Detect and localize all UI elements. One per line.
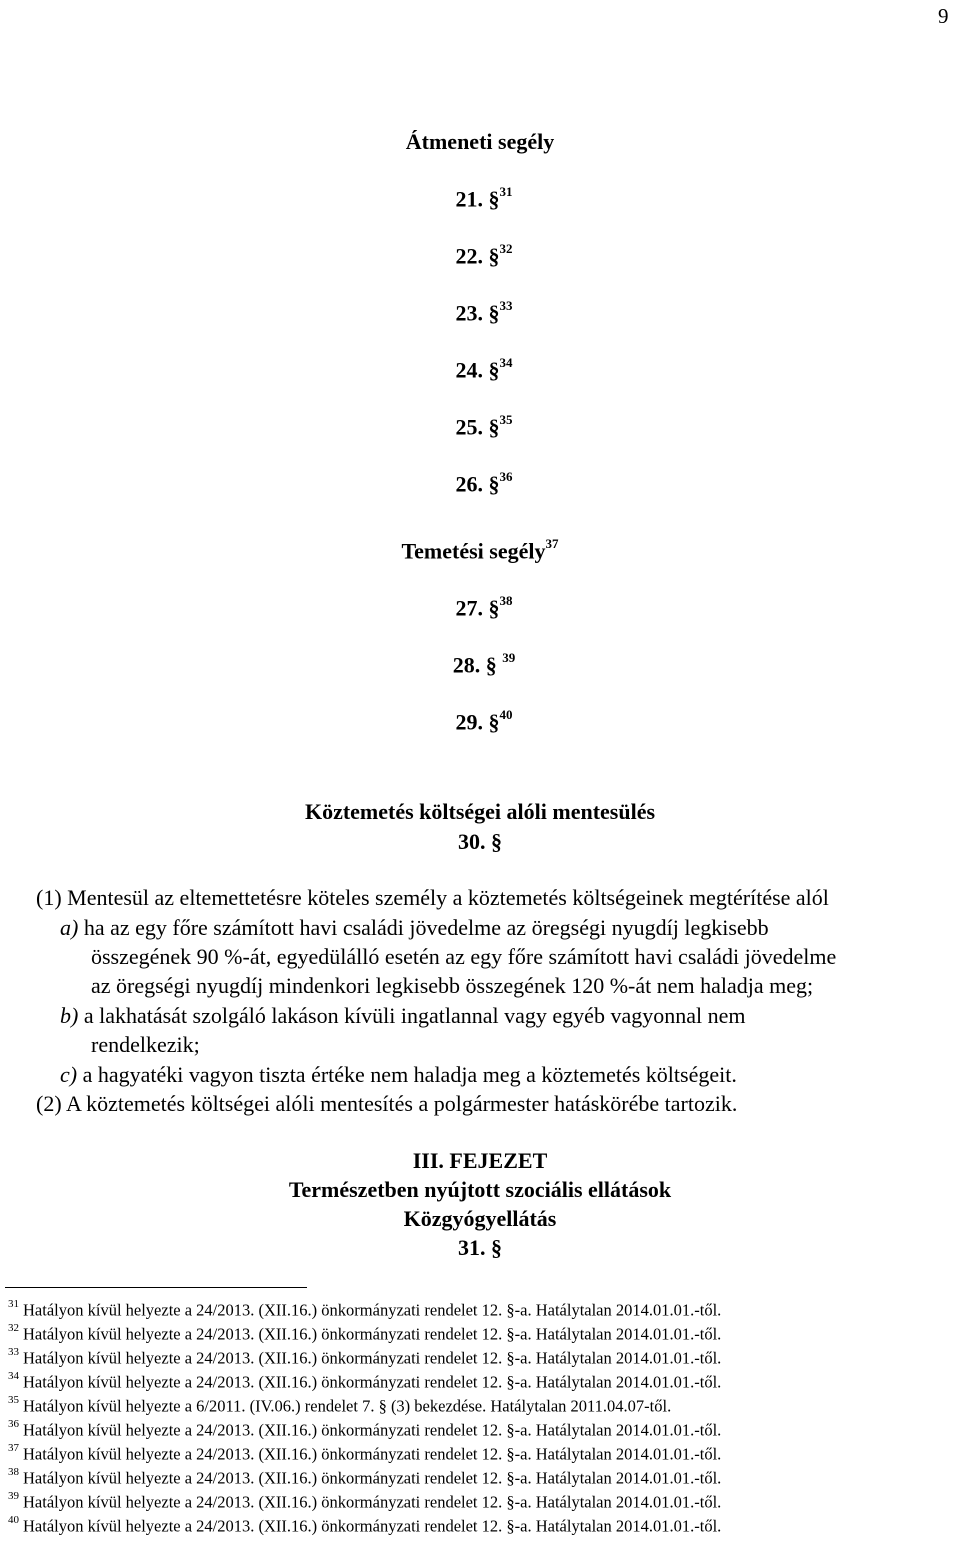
item-marker: c) (60, 1062, 78, 1087)
section-22 (0, 243, 960, 269)
item-text: a hagyatéki vagyon tiszta értéke nem haladja meg a köztemetés költségeit. (82, 1062, 737, 1087)
footnote-number: 32 (8, 1322, 19, 1334)
footnote-text: Hatályon kívül helyezte a 24/2013. (XII.16.) önkormányzati rendelet 12. §-a. Hatálytalan 2014.01.01.-től. (23, 1468, 722, 1488)
footnote-number: 35 (8, 1394, 19, 1406)
item-text: a lakhatását szolgáló lakáson kívüli ingatlannal vagy egyéb vagyonnal nem (83, 1003, 746, 1028)
footnote-text: Hatályon kívül helyezte a 6/2011. (IV.06.) rendelet 7. § (3) bekezdése. Hatálytalan 2011.04.07-től. (23, 1396, 672, 1416)
item-a-line-1 (60, 915, 769, 941)
section-26 (0, 471, 960, 497)
footnote-38 (8, 1468, 721, 1489)
footnote-text: Hatályon kívül helyezte a 24/2013. (XII.16.) önkormányzati rendelet 12. §-a. Hatálytalan 2014.01.01.-től. (23, 1516, 722, 1536)
footnote-text: Hatályon kívül helyezte a 24/2013. (XII.16.) önkormányzati rendelet 12. §-a. Hatálytalan 2014.01.01.-től. (23, 1492, 722, 1512)
section-label: 26. § (455, 471, 500, 497)
footnote-ref[interactable]: 34 (499, 355, 513, 370)
footnote-ref[interactable]: 32 (499, 241, 513, 256)
footnote-number: 38 (8, 1466, 19, 1478)
item-a-line-2: összegének 90 %-át, egyedülálló esetén az egy főre számított havi családi jövedelme (91, 944, 837, 969)
footnote-39 (8, 1492, 721, 1513)
item-marker: a) (60, 915, 79, 940)
section-label: 27. § (455, 595, 500, 621)
item-a-line-3: az öregségi nyugdíj mindenkori legkisebb összegének 120 %-át nem haladja meg; (91, 973, 814, 998)
heading-text: Temetési segély (401, 538, 546, 564)
section-label: 21. § (455, 186, 500, 212)
item-text: ha az egy főre számított havi családi jövedelme az öregségi nyugdíj legkisebb (83, 915, 769, 940)
footnote-number: 40 (8, 1514, 19, 1526)
section-label: 25. § (455, 414, 500, 440)
footnote-text: Hatályon kívül helyezte a 24/2013. (XII.16.) önkormányzati rendelet 12. §-a. Hatálytalan 2014.01.01.-től. (23, 1348, 722, 1368)
footnote-number: 33 (8, 1346, 19, 1358)
section-label: 29. § (455, 709, 500, 735)
section-31: 31. § (458, 1235, 502, 1260)
heading-temetesi-segely (0, 538, 960, 564)
footnote-text: Hatályon kívül helyezte a 24/2013. (XII.16.) önkormányzati rendelet 12. §-a. Hatálytalan 2014.01.01.-től. (23, 1300, 722, 1320)
footnote-40 (8, 1516, 721, 1537)
footnote-text: Hatályon kívül helyezte a 24/2013. (XII.16.) önkormányzati rendelet 12. §-a. Hatálytalan 2014.01.01.-től. (23, 1420, 722, 1440)
section-23 (0, 300, 960, 326)
section-30: 30. § (458, 829, 502, 854)
section-28 (0, 652, 960, 678)
footnote-ref[interactable]: 38 (499, 593, 513, 608)
item-b-line-2: rendelkezik; (91, 1032, 200, 1057)
page-number: 9 (938, 4, 949, 28)
footnote-32 (8, 1324, 721, 1345)
item-b-line-1 (60, 1003, 745, 1029)
footnote-33 (8, 1348, 721, 1369)
footnote-number: 39 (8, 1490, 19, 1502)
section-label: 28. § (452, 652, 497, 678)
footnote-number: 37 (8, 1442, 19, 1454)
footnote-36 (8, 1420, 721, 1441)
footnote-number: 31 (8, 1298, 19, 1310)
footnote-text: Hatályon kívül helyezte a 24/2013. (XII.16.) önkormányzati rendelet 12. §-a. Hatálytalan 2014.01.01.-től. (23, 1324, 722, 1344)
section-label: 23. § (455, 300, 500, 326)
chapter-title: Természetben nyújtott szociális ellátások (288, 1177, 672, 1202)
footnote-31 (8, 1300, 721, 1321)
footnote-ref[interactable]: 37 (545, 536, 559, 551)
footnote-34 (8, 1372, 721, 1393)
footnote-35 (8, 1396, 671, 1417)
section-29 (0, 709, 960, 735)
paragraph-2: (2) A köztemetés költségei alóli mentesítés a polgármester hatáskörébe tartozik. (36, 1091, 738, 1116)
footnote-ref[interactable]: 40 (499, 707, 513, 722)
item-c-line-1 (60, 1062, 737, 1088)
footnote-ref[interactable]: 35 (499, 412, 513, 427)
footnote-ref[interactable]: 36 (499, 469, 513, 484)
chapter-number: III. FEJEZET (412, 1148, 548, 1173)
footnote-ref[interactable]: 31 (499, 184, 513, 199)
footnote-37 (8, 1444, 721, 1465)
chapter-subtitle: Közgyógyellátás (403, 1206, 557, 1231)
heading-koztemetes: Köztemetés költségei alóli mentesülés (304, 799, 656, 824)
section-label: 24. § (455, 357, 500, 383)
footnote-number: 34 (8, 1370, 19, 1382)
item-marker: b) (60, 1003, 79, 1028)
footnote-number: 36 (8, 1418, 19, 1430)
footnote-ref[interactable]: 33 (499, 298, 513, 313)
section-27 (0, 595, 960, 621)
footnote-divider (5, 1287, 307, 1288)
section-label: 22. § (455, 243, 500, 269)
heading-atmeneti-segely: Átmeneti segély (405, 129, 555, 154)
section-24 (0, 357, 960, 383)
paragraph-1-intro: (1) Mentesül az eltemettetésre köteles személy a köztemetés költségeinek megtérítése alól (36, 885, 829, 910)
footnote-ref[interactable]: 39 (502, 650, 516, 665)
footnote-text: Hatályon kívül helyezte a 24/2013. (XII.16.) önkormányzati rendelet 12. §-a. Hatálytalan 2014.01.01.-től. (23, 1372, 722, 1392)
footnote-text: Hatályon kívül helyezte a 24/2013. (XII.16.) önkormányzati rendelet 12. §-a. Hatálytalan 2014.01.01.-től. (23, 1444, 722, 1464)
section-21 (0, 186, 960, 212)
section-25 (0, 414, 960, 440)
